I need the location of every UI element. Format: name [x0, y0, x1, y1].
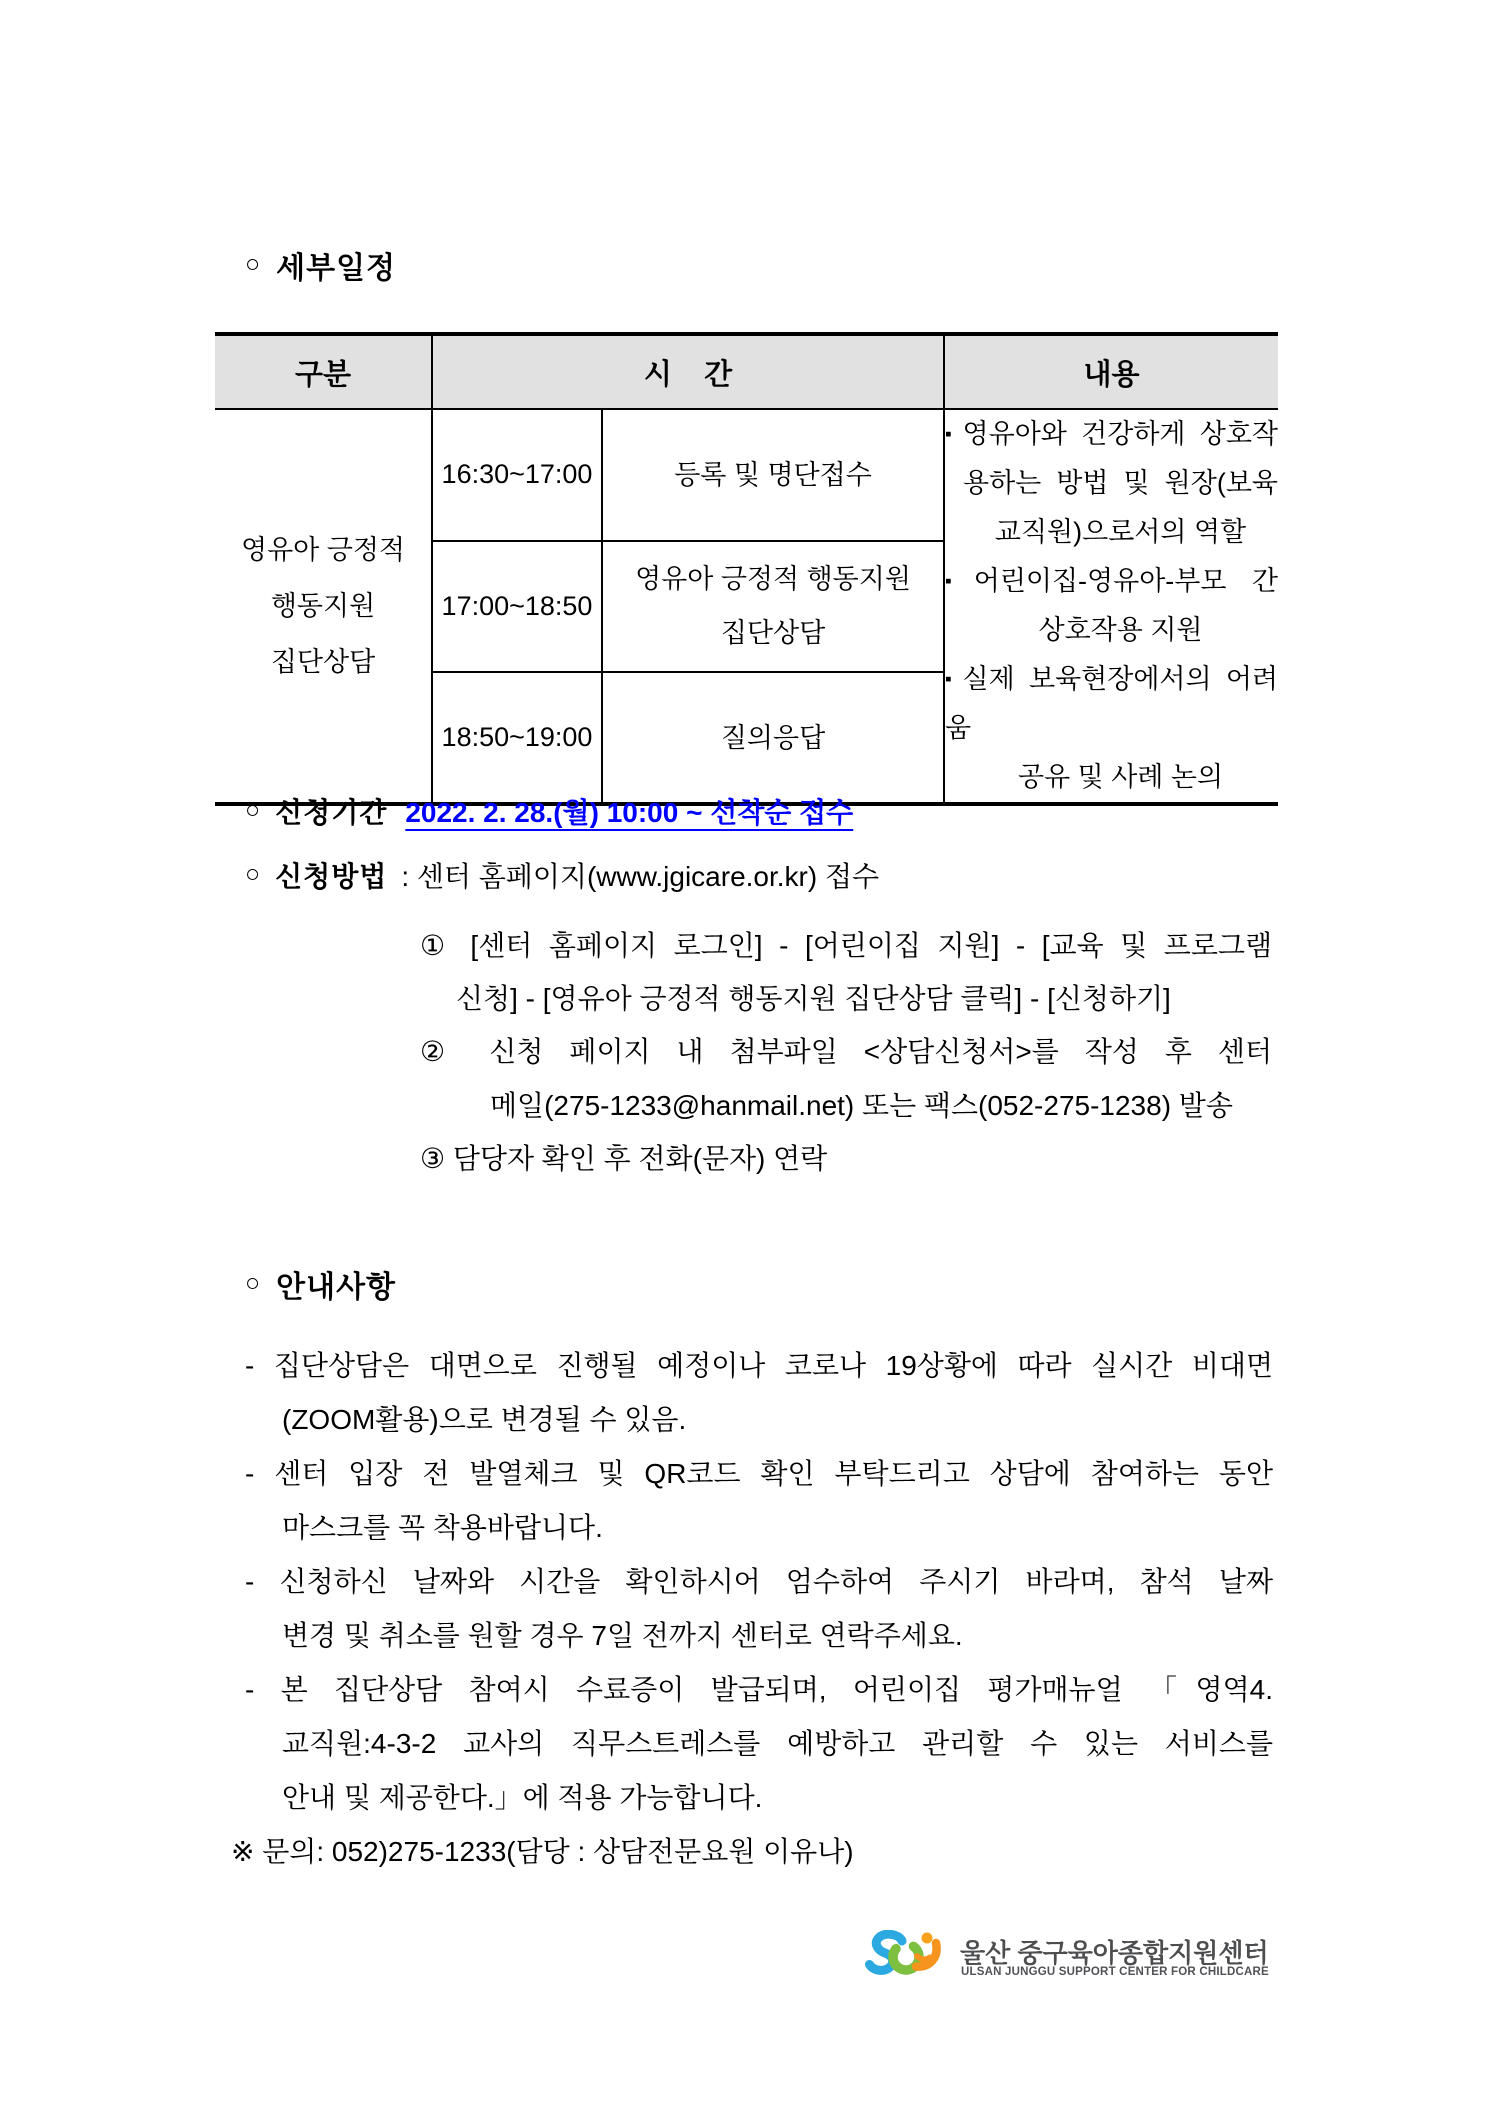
content-line: [945, 655, 1278, 753]
table-header-row: [215, 334, 1278, 409]
schedule-heading: [245, 243, 396, 287]
notice-contact-line: ※ 문의: 052)275-1233(담당 : 상담전문요원 이유나): [231, 1836, 854, 1867]
circle-bullet-icon: ○: [245, 795, 261, 824]
activity-cell: 질의응답: [602, 672, 944, 804]
content-text: 어린이집-영유아-부모 간: [973, 566, 1279, 596]
notice-line: 마스크를 꼭 착용바랍니다.: [282, 1512, 603, 1543]
content-line: 공유 및 사례 논의: [1017, 762, 1224, 792]
content-cell: [944, 409, 1278, 804]
application-method-value: : 센터 홈페이지(www.jgicare.or.kr) 접수: [401, 861, 880, 892]
application-step-line: ③ 담당자 확인 후 전화(문자) 연락: [420, 1143, 828, 1174]
schedule-table: [215, 332, 1278, 806]
content-line: 용하는 방법 및 원장(보육: [963, 468, 1279, 498]
application-period-value[interactable]: 2022. 2. 28.(월) 10:00 ~ 선착순 접수: [405, 797, 854, 828]
table-header-time: 시 간: [432, 334, 944, 409]
circle-bullet-icon: ○: [245, 249, 262, 278]
table-row: [215, 409, 1278, 541]
notice-line: 안내 및 제공한다.」에 적용 가능합니다.: [282, 1782, 763, 1813]
notice-heading-label: 안내사항: [276, 1271, 397, 1304]
circle-bullet-icon: ○: [245, 1268, 262, 1297]
category-line: 집단상담: [270, 647, 376, 677]
schedule-heading-label: 세부일정: [276, 252, 397, 285]
square-bullet-icon: ▪: [945, 669, 959, 690]
notice-line: (ZOOM활용)으로 변경될 수 있음.: [282, 1404, 687, 1435]
table-header-content: 내용: [944, 334, 1278, 409]
activity-cell: 등록 및 명단접수: [602, 409, 944, 541]
time-cell: 17:00~18:50: [432, 541, 602, 673]
application-method-row: [245, 855, 879, 895]
application-method-label: 신청방법: [275, 861, 388, 892]
circle-bullet-icon: ○: [245, 859, 261, 888]
category-line: 영유아 긍정적: [241, 535, 405, 565]
application-step-line: ① [센터 홈페이지 로그인] - [어린이집 지원] - [교육 및 프로그램: [420, 930, 1272, 961]
application-period-row: [245, 791, 853, 831]
table-header-category: 구분: [215, 334, 432, 409]
activity-line: 집단상담: [720, 618, 826, 649]
application-step-line: 메일(275-1233@hanmail.net) 또는 팩스(052-275-1238) 발송: [490, 1090, 1233, 1121]
application-step-line: ② 신청 페이지 내 첨부파일 <상담신청서>를 작성 후 센터: [420, 1036, 1272, 1067]
notice-line: 교직원:4-3-2 교사의 직무스트레스를 예방하고 관리할 수 있는 서비스를: [282, 1728, 1273, 1759]
application-step-line: 신청] - [영유아 긍정적 행동지원 집단상담 클릭] - [신청하기]: [456, 983, 1171, 1014]
notice-heading: [245, 1262, 396, 1306]
notice-line: - 본 집단상담 참여시 수료증이 발급되며, 어린이집 평가매뉴얼 「영역4.: [245, 1674, 1273, 1705]
activity-line: 영유아 긍정적 행동지원: [635, 564, 911, 595]
activity-cell: [602, 541, 944, 673]
category-cell: [215, 409, 432, 804]
center-logo-icon: [864, 1930, 952, 1978]
footer-center-name-en: ULSAN JUNGGU SUPPORT CENTER FOR CHILDCARE: [961, 1966, 1269, 1978]
square-bullet-icon: ▪: [945, 571, 970, 592]
content-line: 상호작용 지원: [1038, 615, 1203, 645]
notice-line: 변경 및 취소를 원할 경우 7일 전까지 센터로 연락주세요.: [282, 1620, 963, 1651]
time-cell: 18:50~19:00: [432, 672, 602, 804]
content-text: 영유아와 건강하게 상호작: [962, 419, 1279, 449]
content-text: 실제 보육현장에서의 어려움: [945, 664, 1279, 743]
content-line: 교직원)으로서의 역할: [994, 517, 1247, 547]
notice-line: - 센터 입장 전 발열체크 및 QR코드 확인 부탁드리고 상담에 참여하는 동안: [245, 1458, 1273, 1489]
content-line: [945, 557, 1278, 606]
notice-list: [231, 1339, 1273, 1879]
notice-line: - 신청하신 날짜와 시간을 확인하시어 엄수하여 주시기 바라며, 참석 날짜: [245, 1566, 1273, 1597]
category-line: 행동지원: [270, 591, 376, 621]
footer-center-name: 울산 중구육아종합지원센터: [960, 1938, 1269, 1968]
application-period-label: 신청기간: [275, 797, 388, 828]
notice-line: - 집단상담은 대면으로 진행될 예정이나 코로나 19상황에 따라 실시간 비대면: [245, 1350, 1273, 1381]
square-bullet-icon: ▪: [945, 424, 959, 445]
time-cell: 16:30~17:00: [432, 409, 602, 541]
content-line: [945, 410, 1278, 459]
